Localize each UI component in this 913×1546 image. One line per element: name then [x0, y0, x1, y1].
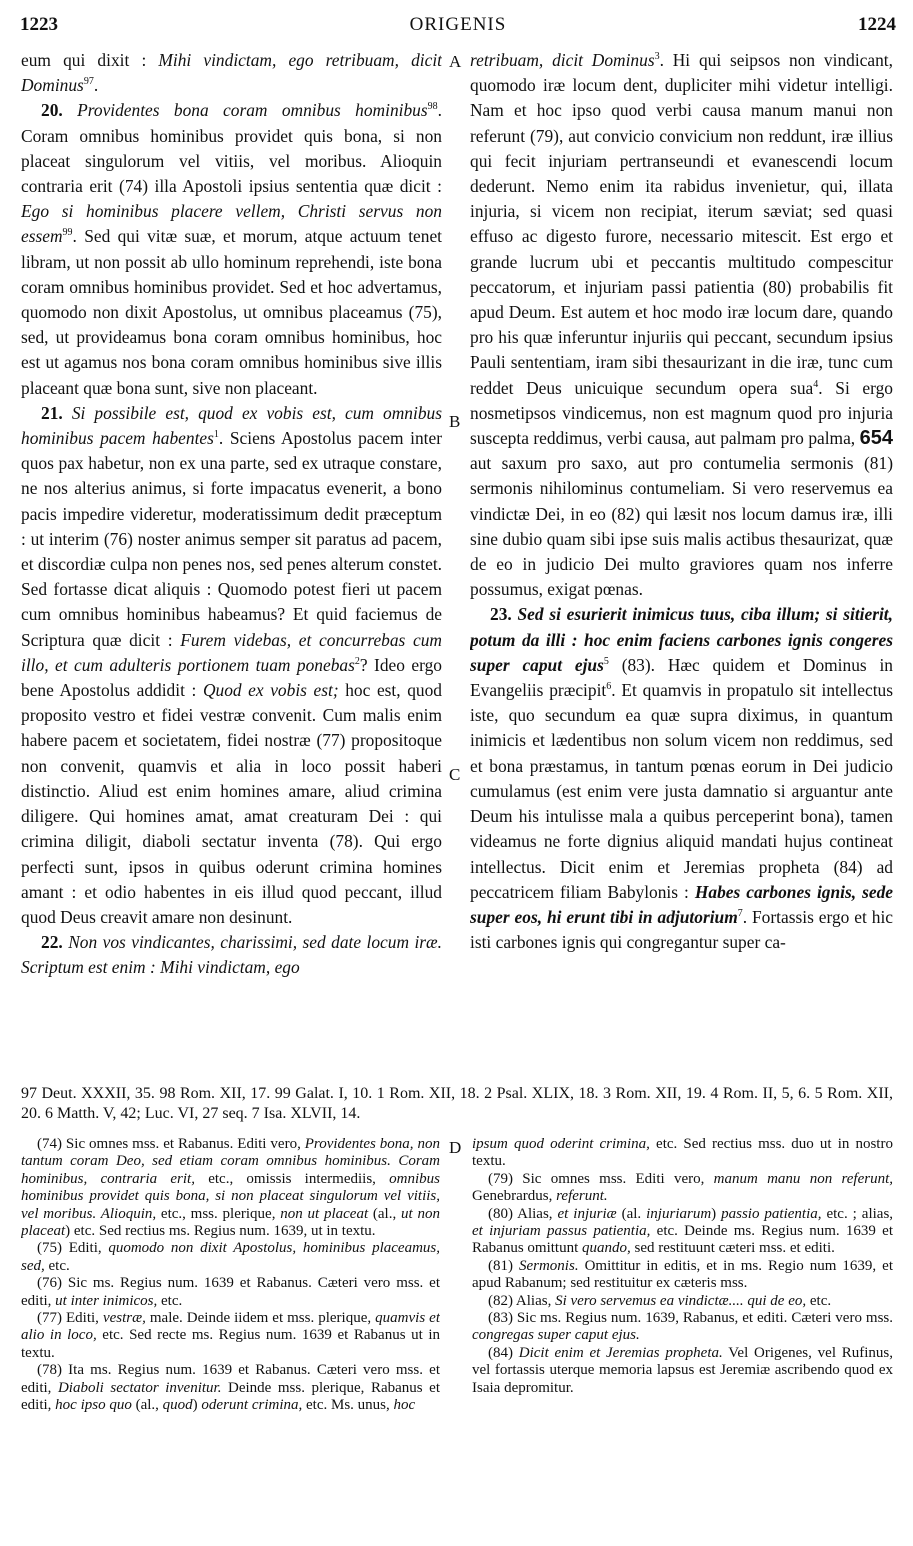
paragraph-continuation: eum qui dixit : Mihi vindictam, ego retribuam, dicit Dominus$^{97}$.	[21, 50, 442, 96]
footnotes-right	[472, 1136, 893, 1526]
footnote-78: (78) Ita ms. Regius num. 1639 et Rabanus. Cæteri vero mss. et editi, Diaboli sectator invenitur. Deinde mss. plerique, Rabanus et editi, hoc ipso quo (al., quod) oderunt crimina, etc. Ms. unus, hoc	[21, 1362, 440, 1414]
footnote-82: (82) Alias, Si vero servemus ea vindictæ.... qui de eo, etc.	[488, 1292, 832, 1309]
footnote-78-continuation: ipsum quod oderint crimina, etc. Sed rectius mss. duo ut in nostro textu.	[472, 1136, 893, 1170]
verse-heading: Providentes bona coram omnibus hominibus	[77, 100, 428, 121]
paragraph-continuation: retribuam, dicit Dominus$^3$. Hi qui seipsos non vindicant, quomodo iræ locum dent, dupliciter mihi videtur intelligi. Nam et hoc ipso quod verbi causa manum manui non referunt (79), aut convicio convicium non reddunt, iræ illius qui fecit injuriam pertranseundi et evanescendi locum dederunt. Nemo enim ita rabidus invenietur, qui, illata injuria, si vicem non recipiat, iterum sæviat; sed quasi effuso ac digesto furore, necessario mitescit. Est ergo et grande lucrum ubi et peccantis multitudo compescitur peccatorum, et injuriam passi patientia (80) probabilis fit apud Deum. Est autem et hoc modo iræ locum dare, quando pro his quæ inferuntur injuriis qui peccant, secundum ipsius Pauli sententiam, iram sibi thesaurizant in die iræ, tunc cum reddet Deus unicuique secundum opera sua$^4$. Si ergo nosmetipsos vindicemus, non est magnum quod pro injuria suscepta reddimus, verbi causa, aut palmam pro palma, 654 aut saxum pro saxo, aut pro contumelia sermonis (81) sermonis nihilominus contumeliam. Si vero reservemus ea vindictæ Dei, in eo (82) qui læsit nos locum damus iræ, illi sine dubio quam sibi ipse suis malis actibus thesaurizat, quæ de eo in judicio Dei multo graviores quam nos inferre possumus, exigat pœnas.	[470, 50, 893, 600]
footnote-83: (83) Sic ms. Regius num. 1639, Rabanus, et editi. Cæteri vero mss. congregas super caput ejus.	[472, 1310, 893, 1344]
page-number-left: 1223	[20, 14, 58, 35]
footnote-74: (74) Sic omnes mss. et Rabanus. Editi vero, Providentes bona, non tantum coram Deo, sed etiam coram omnibus hominibus. Coram hominibus, contraria erit, etc., omissis intermediis, omnibus hominibus providet quis bona, si non placeat singulorum vel vitiis, vel moribus. Alioquin, etc., mss. plerique, non ut placeat (al., ut non placeat) etc. Sed rectius ms. Regius num. 1639, ut in textu.	[21, 1136, 440, 1240]
verse-heading: Non vos vindicantes, charissimi, sed date locum iræ. Scriptum est enim : Mihi vindictam, ego	[21, 932, 442, 978]
verse-heading: Si possibile est, quod ex vobis est, cum omnibus hominibus pacem habentes	[21, 402, 442, 449]
footnote-84: (84) Dicit enim et Jeremias propheta. Vel Origenes, vel Rufinus, vel fortassis uterque memoria lapsus est Jeremiæ ascribendo quod ex Isaia depromitur.	[472, 1344, 893, 1396]
page-number-right: 1224	[858, 14, 896, 35]
footnotes-left	[21, 1136, 440, 1526]
scripture-references: 97 Deut. XXXII, 35. 98 Rom. XII, 17. 99 Galat. I, 10. 1 Rom. XII, 18. 2 Psal. XLIX, 18. 3 Rom. XII, 19. 4 Rom. II, 5, 6. 5 Rom. XII, 20. 6 Matth. V, 42; Luc. VI, 27 seq. 7 Isa. XLVII, 14.	[21, 1085, 893, 1122]
margin-letter-b: B	[449, 412, 461, 431]
footnote-81: (81) Sermonis. Omittitur in editis, et in ms. Regio num 1639, et apud Rabanum; sed restituitur ex cæteris mss.	[472, 1257, 893, 1292]
margin-letter-d: D	[449, 1138, 462, 1157]
paragraph-21: 21. Si possibile est, quod ex vobis est, cum omnibus hominibus pacem habentes$^1$. Sciens Apostolus pacem inter quos pax habetur, non ex una parte, sed ex utraque constare, ne nos alterius animus, si forte impacatus evenerit, a bono pacis impedire videretur, moderatissimum dedit præceptum : ut interim (76) noster animus semper sit paratus ad pacem, et discordiæ culpa non penes nos, sed penes alterum constet. Sed fortasse dicat aliquis : Quomodo potest fieri ut pacem cum omnibus hominibus habeamus? Et quid faciemus de Scriptura quæ dicit : Furem videbas, et concurrebas cum illo, et cum adulteris portionem tuam ponebas$^2$? Ideo ergo bene Apostolus addidit : Quod ex vobis est; hoc est, quod proposito vestro et fidei vestræ convenit. Cum malis enim habere pacem et societatem, fidei nostræ (77) propositoque non convenit, quamvis et alia in loco possit haberi distinctio. Aliud est enim homines amare, aliud crimina diligere. Qui homines amat, amat creaturam Dei : qui crimina diligit, diaboli sectatur inventa (78). Qui ergo perfecti sunt, ipsos in quibus oderunt crimina homines amant : et odio habentes in eis illud quod peccant, illud quod Deus creavit amare non desinunt.	[21, 402, 442, 927]
right-text-column	[470, 48, 893, 1068]
left-text-column	[21, 48, 442, 1068]
paragraph-23: 23. Sed si esurierit inimicus tuus, ciba illum; si sitierit, potum da illi : hoc enim faciens carbones ignis congeres super caput ejus$^5$ (83). Hæc quidem et Dominus in Evangeliis præcipit$^6$. Et quamvis in propatulo sit intellectus iste, quo secundum ea quæ supra diximus, in quantum inimicis et lædentibus non solum vicem non reddimus, sed et bona præstamus, in tantum pœnas eorum in Dei judicio cumulamus (est enim vere justa damnatio si arguantur ante Deum his intulisse mala a quibus perceperint bona), tamen videamus ne forte dignius aliquid mandati hujus contineat intellectus. Dicit enim et Jeremias propheta (84) ad peccatricem filiam Babylonis : Habes carbones ignis, sede super eos, hi erunt tibi in adjutorium$^7$. Fortassis ergo et hic isti carbones ignis qui congregantur super ca-	[470, 604, 893, 953]
margin-letter-c: C	[449, 765, 461, 784]
running-header	[20, 8, 896, 38]
running-title: ORIGENIS	[409, 14, 507, 35]
verse-heading: Sed si esurierit inimicus tuus, ciba illum; si sitierit, potum da illi : hoc enim faciens carbones ignis congeres super caput ejus	[470, 604, 893, 675]
footnote-77: (77) Editi, vestræ, male. Deinde iidem et mss. plerique, quamvis et alio in loco, etc. Sed recte ms. Regius num. 1639 et Rabanus ut in textu.	[21, 1310, 440, 1361]
footnote-80: (80) Alias, et injuriæ (al. injuriarum) passio patientia, etc. ; alias, et injuriam passus patientia, etc. Deinde ms. Regius num. 1639 et Rabanus omittunt quando, sed restituunt cæteri mss. et editi.	[472, 1205, 893, 1257]
margin-letter-a: A	[449, 52, 462, 71]
footnote-75: (75) Editi, quomodo non dixit Apostolus, hominibus placeamus, sed, etc.	[21, 1240, 440, 1274]
footnote-76: (76) Sic ms. Regius num. 1639 et Rabanus. Cæteri vero mss. et editi, ut inter inimicos, etc.	[21, 1275, 440, 1309]
footnote-79: (79) Sic omnes mss. Editi vero, manum manu non referunt, Genebrardus, referunt.	[472, 1170, 893, 1205]
paragraph-20: 20. Providentes bona coram omnibus hominibus$^{98}$. Coram omnibus hominibus providet quis bona, si non placeat singulorum vel vitiis, vel moribus. Alioquin contraria erit (74) illa Apostoli ipsius sententia quæ dicit : Ego si hominibus placere vellem, Christi servus non essem$^{99}$. Sed qui vitæ suæ, et morum, atque actuum tenet libram, ut non possit ab ullo hominum reprehendi, iste bona coram omnibus hominibus providet. Sed et hoc advertamus, quomodo non dixit Apostolus, ut omnibus placeamus (75), sed, ut provideamus bona coram omnibus hominibus, hoc est ut agamus nos bona coram omnibus hominibus sive illis placeant quæ bona sunt, sive non placeant.	[21, 100, 442, 398]
edition-page-number: 654	[859, 427, 893, 450]
paragraph-22: 22. Non vos vindicantes, charissimi, sed date locum iræ. Scriptum est enim : Mihi vindictam, ego	[21, 932, 442, 978]
